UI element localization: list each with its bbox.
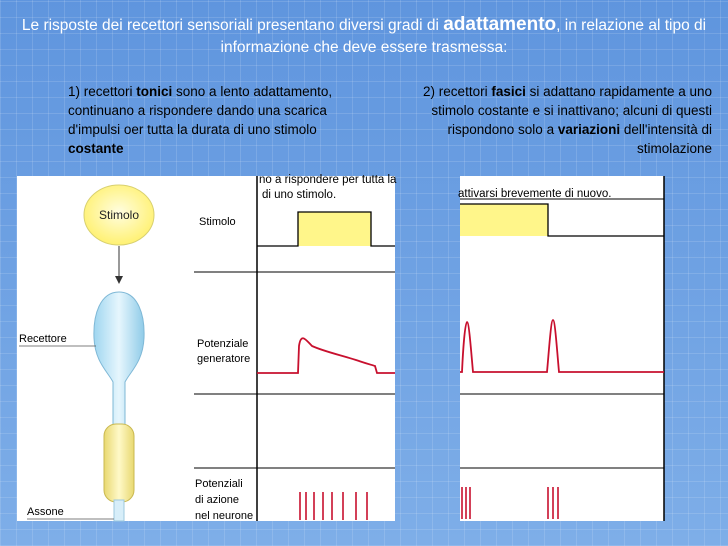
axon-terminal: [114, 500, 124, 521]
title-post: , in relazione al tipo di informazione che deve essere trasmessa:: [220, 17, 707, 56]
tonic-keyword: costante: [68, 141, 124, 156]
row-label-stimolo: Stimolo: [199, 216, 236, 228]
phasic-text-3: dell'intensità di stimolazione: [620, 122, 712, 156]
phasic-cropped-text: attivarsi brevemente di nuovo.: [458, 188, 612, 200]
title-emphasis: adattamento: [443, 14, 557, 35]
label-recettore: Recettore: [19, 333, 67, 345]
stimulus-bubble-label: Stimolo: [98, 208, 140, 222]
axon-myelin: [104, 424, 134, 502]
phasic-text-1: 2) recettori: [423, 84, 492, 99]
row-label-azione-3: nel neurone: [195, 510, 254, 522]
row-label-potenziale-1: Potenziale: [197, 338, 249, 350]
label-assone: Assone: [27, 506, 64, 518]
tonic-stimulus-pulse: [298, 212, 371, 246]
row-label-azione-2: di azione: [195, 494, 240, 506]
phasic-term: fasici: [491, 84, 526, 99]
tonic-cropped-text-1: no a rispondere per tutta la: [259, 174, 397, 186]
row-label-azione-1: Potenziali: [195, 478, 243, 490]
tonic-term: tonici: [136, 84, 173, 99]
row-label-potenziale-2: generatore: [197, 353, 251, 365]
phasic-text-2: si adattano rapidamente a uno stimolo costante e si inattivano; alcuni di questi rispondono solo a: [431, 84, 712, 137]
phasic-keyword: variazioni: [557, 122, 621, 137]
title-pre: Le risposte dei recettori sensoriali presentano diversi gradi di: [21, 17, 444, 34]
phasic-stimulus-pulse: [460, 204, 548, 236]
tonic-cropped-text-2: di uno stimolo.: [262, 189, 337, 201]
tonic-text-2: sono a lento adattamento, continuano a rispondere dando una scarica d'impulsi oer tutta la durata di uno stimolo: [68, 84, 333, 137]
tonic-text-1: 1) recettori: [68, 84, 137, 99]
